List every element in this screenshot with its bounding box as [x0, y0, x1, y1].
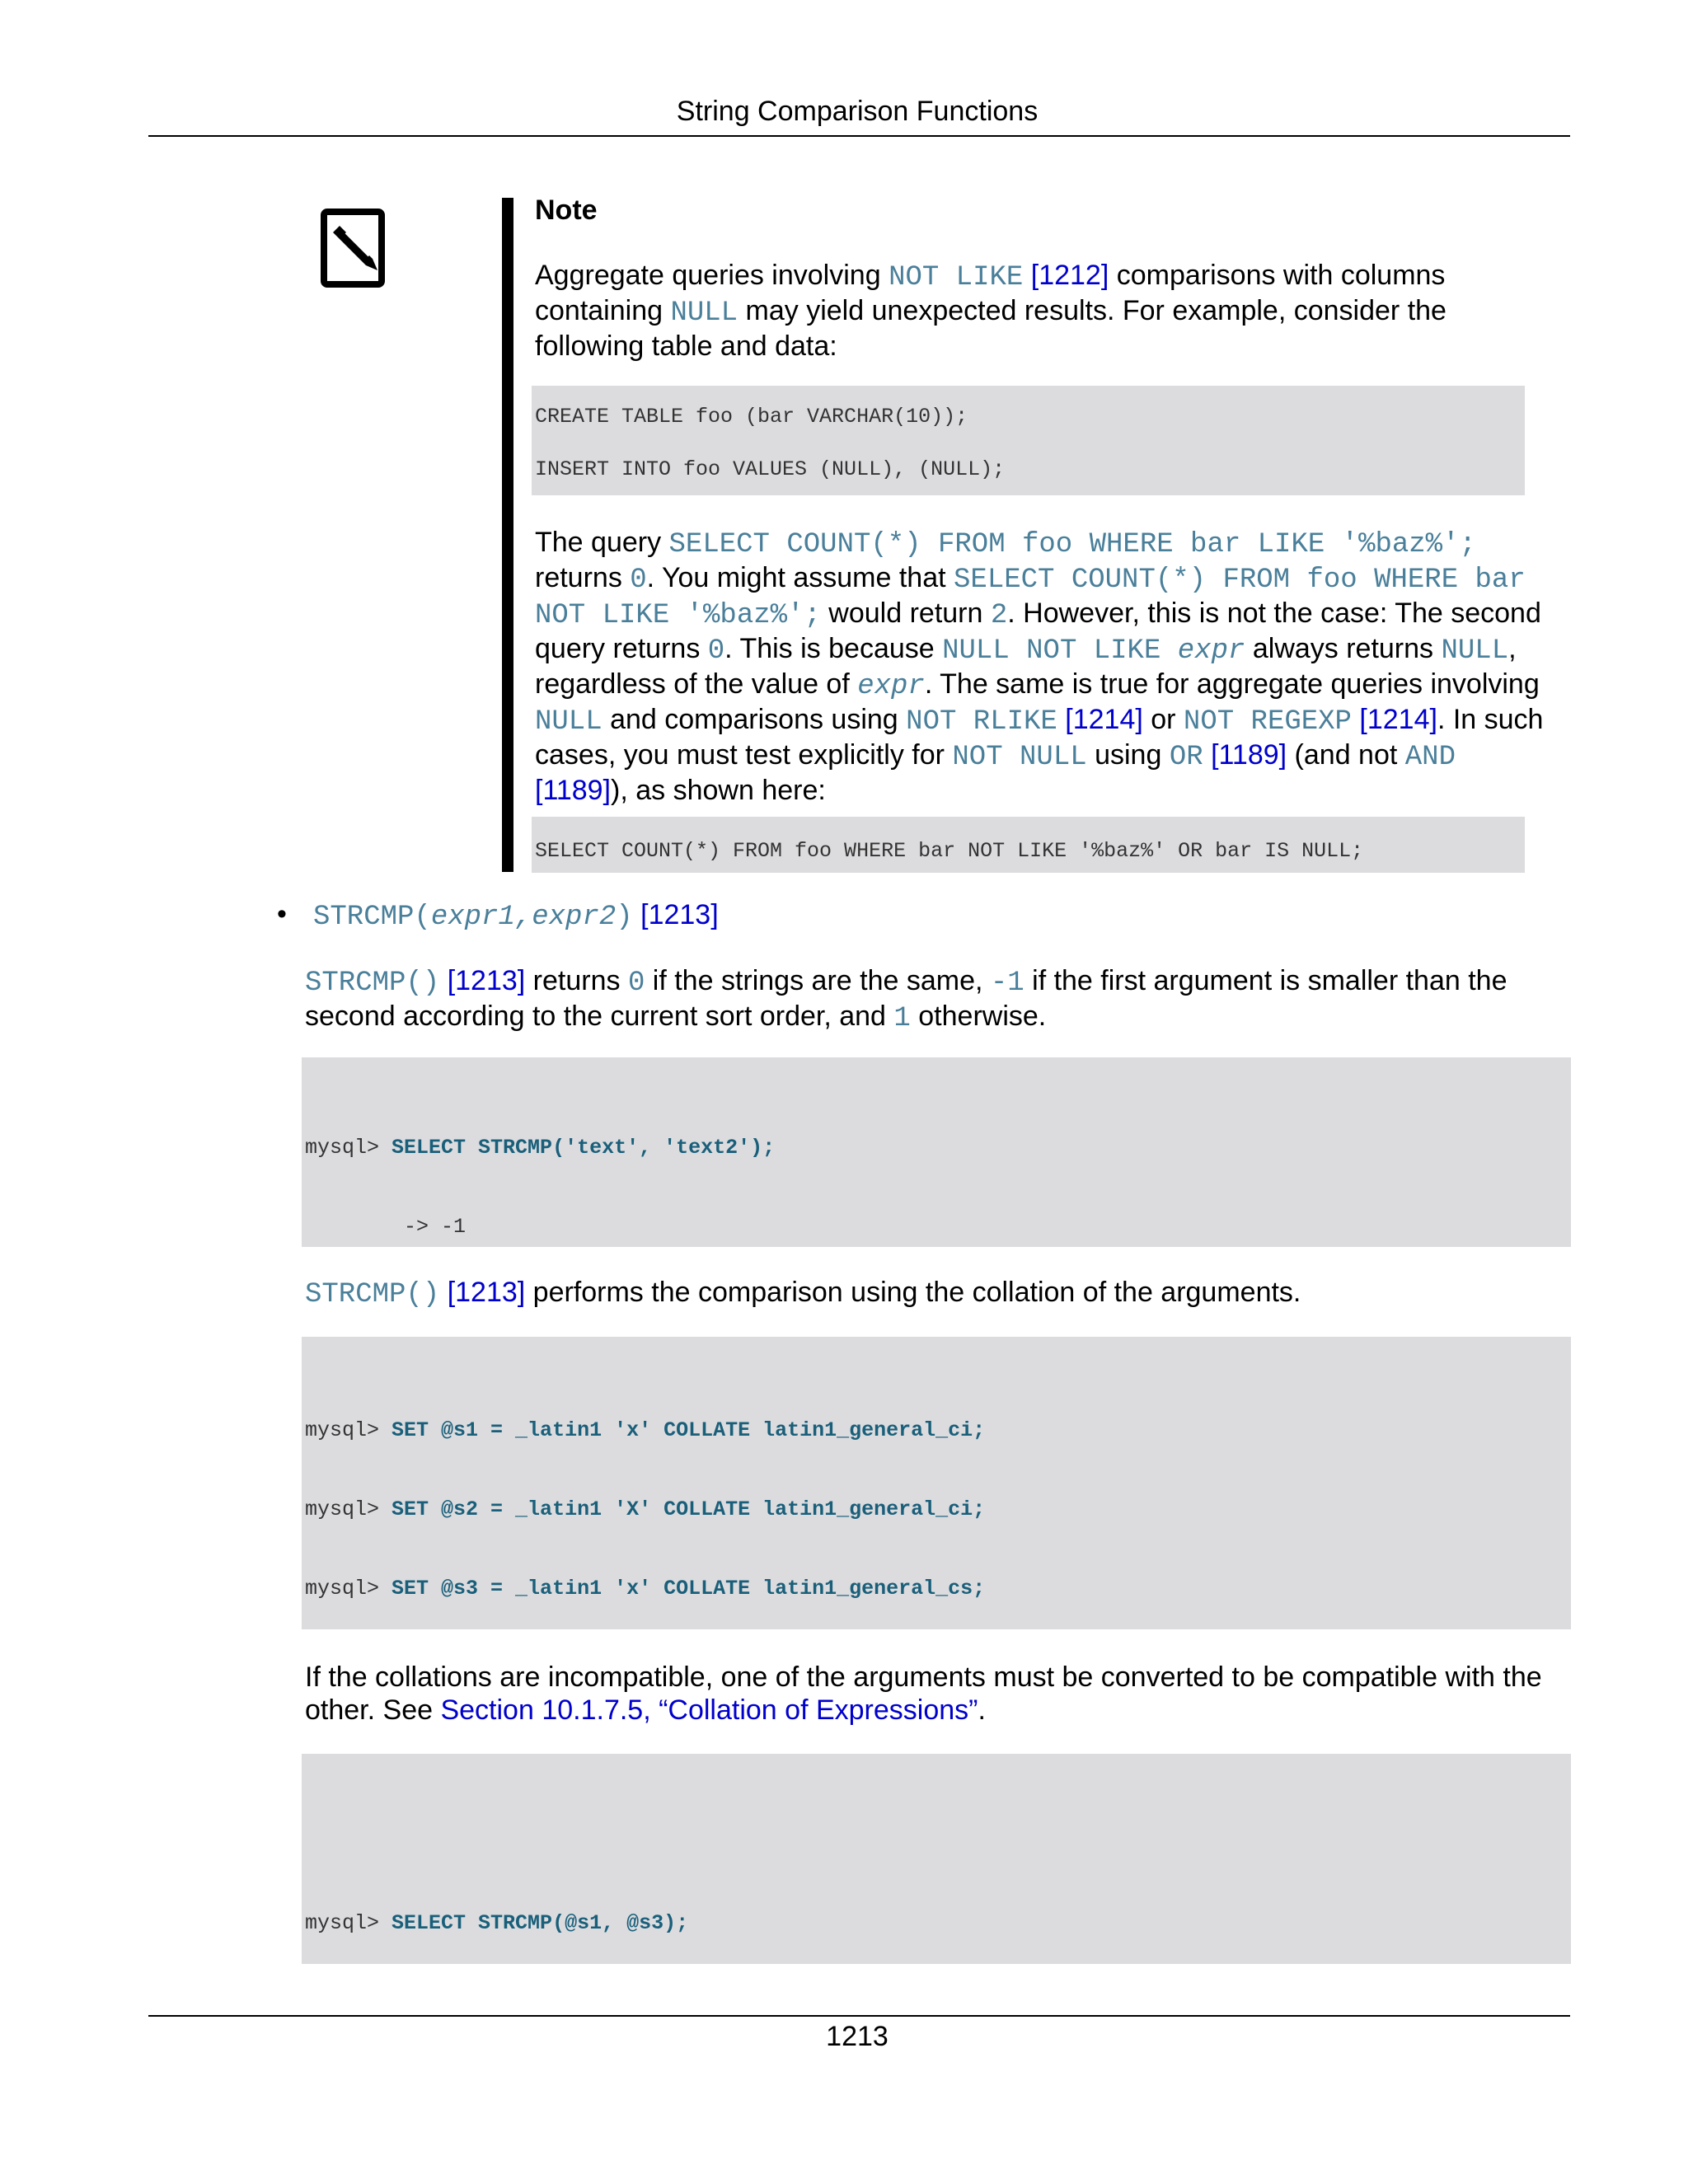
- ref-link[interactable]: [1213]: [447, 965, 526, 996]
- header-rule: [148, 135, 1570, 137]
- ref-link[interactable]: [1214]: [1065, 704, 1143, 735]
- code-block-select-null: SELECT COUNT(*) FROM foo WHERE bar NOT LIKE '%baz%' OR bar IS NULL;: [532, 817, 1525, 873]
- ref-link[interactable]: [1212]: [1030, 260, 1109, 291]
- footer-rule: [148, 2015, 1570, 2017]
- note-paragraph-1: Aggregate queries involving NOT LIKE [1212] comparisons with columns containing NULL may yield unexpected results. For example, consider the following table and data:: [535, 260, 1447, 362]
- note-paragraph-2: The query SELECT COUNT(*) FROM foo WHERE bar LIKE '%baz%'; returns 0. You might assume that SELECT COUNT(*) FROM foo WHERE bar NOT LIKE '%baz%'; would return 2. However, this is not the case: The second query returns 0. This is because NULL NOT LIKE expr always returns NULL, regardless of the value of expr. The same is true for aggregate queries involving NULL and comparisons using NOT RLIKE [1214] or NOT REGEXP [1214]. In such cases, you must test explicitly for NOT NULL using OR [1189] (and not AND [1189]), as shown here:: [535, 527, 1544, 806]
- note-icon: [320, 208, 389, 290]
- code-block-strcmp-examples: mysql> SELECT STRCMP('text', 'text2'); -> -1: [302, 1057, 1571, 1247]
- code-block-collation-examples: mysql> SET @s1 = _latin1 'x' COLLATE latin1_general_ci; mysql> SET @s2 = _latin1 'X' COLLATE latin1_general_ci; mysql> SET @s3 = _latin1 'x' COLLATE latin1_general_cs;: [302, 1337, 1571, 1629]
- function-signature: STRCMP(expr1,expr2) [1213]: [313, 899, 719, 933]
- ref-link[interactable]: [1213]: [447, 1277, 526, 1308]
- ref-link[interactable]: [1214]: [1359, 704, 1437, 735]
- code-block-create: CREATE TABLE foo (bar VARCHAR(10)); INSERT INTO foo VALUES (NULL), (NULL);: [532, 386, 1525, 495]
- page-header-title: String Comparison Functions: [676, 96, 1039, 127]
- incompatible-description: If the collations are incompatible, one of the arguments must be converted to be compatible with the other. See Section 10.1.7.5, “Collation of Expressions”.: [305, 1661, 1542, 1726]
- collation-description: STRCMP() [1213] performs the comparison using the collation of the arguments.: [305, 1277, 1301, 1310]
- bullet-marker: •: [277, 898, 287, 930]
- strcmp-description: STRCMP() [1213] returns 0 if the strings are the same, -1 if the first argument is smaller than the second according to the current sort order, and 1 otherwise.: [305, 965, 1507, 1034]
- code-block-error-examples: mysql> SELECT STRCMP(@s1, @s3);: [302, 1754, 1571, 1964]
- ref-link[interactable]: [1189]: [1211, 739, 1287, 771]
- page-number: 1213: [826, 2021, 889, 2052]
- note-bar: [502, 198, 513, 872]
- ref-link[interactable]: [1189]: [535, 775, 612, 806]
- note-title: Note: [535, 194, 598, 226]
- ref-link[interactable]: [1213]: [640, 899, 719, 930]
- section-link[interactable]: Section 10.1.7.5, “Collation of Expressions”: [440, 1694, 978, 1726]
